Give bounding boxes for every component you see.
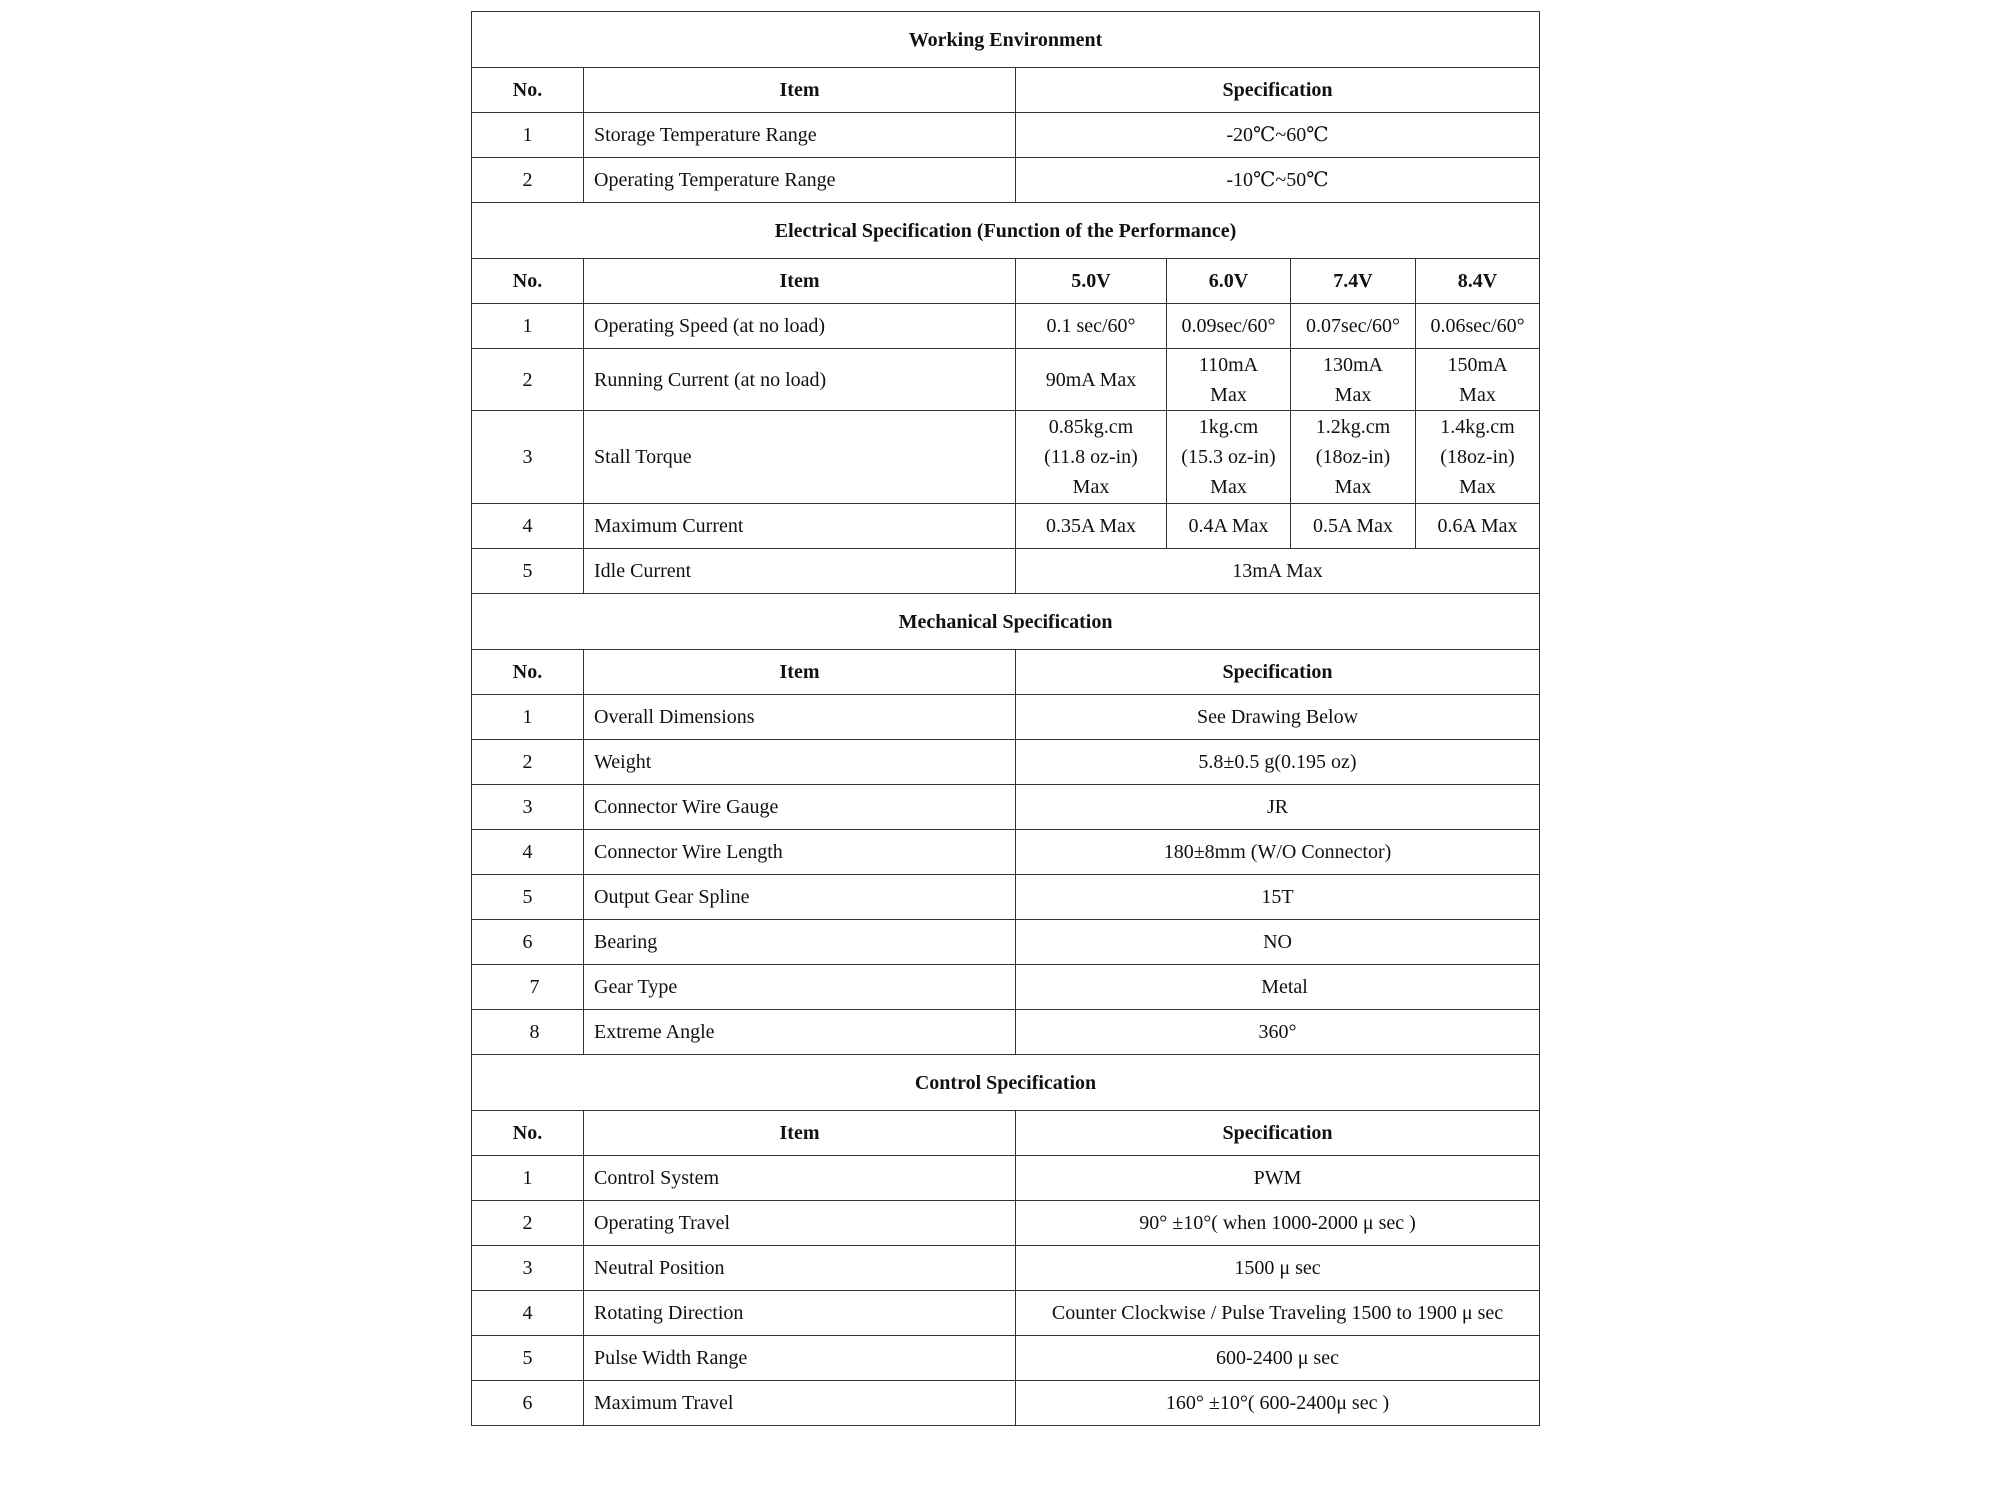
table-row <box>472 549 1540 594</box>
running-current-8-4v <box>1416 349 1540 411</box>
row-number: 1 <box>472 1156 584 1201</box>
row-spec: 600-2400 μ sec <box>1016 1336 1540 1381</box>
table-row <box>472 1381 1540 1426</box>
max-current-6v: 0.4A Max <box>1167 504 1291 549</box>
header-no: No. <box>472 650 584 695</box>
control-specification-title: Control Specification <box>472 1055 1540 1111</box>
section-title-row <box>472 12 1540 68</box>
header-item: Item <box>584 68 1016 113</box>
row-spec: PWM <box>1016 1156 1540 1201</box>
header-item: Item <box>584 650 1016 695</box>
max-current-5v: 0.35A Max <box>1016 504 1167 549</box>
row-spec: 180±8mm (W/O Connector) <box>1016 830 1540 875</box>
table-row <box>472 695 1540 740</box>
section-title-row <box>472 1055 1540 1111</box>
section-title-row <box>472 203 1540 259</box>
table-row <box>472 1156 1540 1201</box>
row-number: 1 <box>472 113 584 158</box>
row-item: Pulse Width Range <box>584 1336 1016 1381</box>
row-spec: NO <box>1016 920 1540 965</box>
table-row <box>472 349 1540 411</box>
row-spec: See Drawing Below <box>1016 695 1540 740</box>
table-row <box>472 1291 1540 1336</box>
row-item: Running Current (at no load) <box>584 349 1016 411</box>
row-number: 8 <box>472 1010 584 1055</box>
stall-torque-8-4v <box>1416 411 1540 504</box>
row-item: Extreme Angle <box>584 1010 1016 1055</box>
value-line: 110mA <box>1198 353 1259 376</box>
max-current-7-4v: 0.5A Max <box>1291 504 1416 549</box>
row-item: Maximum Travel <box>584 1381 1016 1426</box>
value-line: 1kg.cm <box>1198 416 1259 438</box>
value-line: 150mA <box>1447 353 1508 376</box>
table-row <box>472 920 1540 965</box>
speed-5v: 0.1 sec/60° <box>1016 304 1167 349</box>
row-number: 5 <box>472 549 584 594</box>
row-item: Overall Dimensions <box>584 695 1016 740</box>
value-line: Max <box>1072 476 1110 498</box>
row-spec: JR <box>1016 785 1540 830</box>
table-row <box>472 113 1540 158</box>
row-number: 5 <box>472 875 584 920</box>
value-line: Max <box>1334 383 1372 406</box>
row-number: 2 <box>472 740 584 785</box>
row-item: Storage Temperature Range <box>584 113 1016 158</box>
section-title-row <box>472 594 1540 650</box>
row-spec: 1500 μ sec <box>1016 1246 1540 1291</box>
row-spec: 160° ±10°( 600-2400μ sec ) <box>1016 1381 1540 1426</box>
header-no: No. <box>472 68 584 113</box>
header-item: Item <box>584 259 1016 304</box>
row-number: 3 <box>472 1246 584 1291</box>
row-number: 6 <box>472 1381 584 1426</box>
row-item: Connector Wire Length <box>584 830 1016 875</box>
value-line: (11.8 oz-in) <box>1044 446 1138 468</box>
table-row <box>472 1246 1540 1291</box>
row-number: 3 <box>472 411 584 504</box>
table-row <box>472 965 1540 1010</box>
row-item: Operating Travel <box>584 1201 1016 1246</box>
running-current-7-4v <box>1291 349 1416 411</box>
table-row <box>472 830 1540 875</box>
row-item: Operating Temperature Range <box>584 158 1016 203</box>
header-specification: Specification <box>1016 650 1540 695</box>
value-line: Max <box>1334 476 1372 498</box>
table-row <box>472 1336 1540 1381</box>
row-spec: -10℃~50℃ <box>1016 158 1540 203</box>
table-row <box>472 1201 1540 1246</box>
table-row <box>472 875 1540 920</box>
value-line: (18oz-in) <box>1440 446 1515 468</box>
header-row <box>472 1111 1540 1156</box>
row-spec: 360° <box>1016 1010 1540 1055</box>
row-spec: -20℃~60℃ <box>1016 113 1540 158</box>
stall-torque-7-4v <box>1291 411 1416 504</box>
table-row <box>472 158 1540 203</box>
header-specification: Specification <box>1016 68 1540 113</box>
row-number: 1 <box>472 695 584 740</box>
row-number: 6 <box>472 920 584 965</box>
table-row <box>472 304 1540 349</box>
row-spec: 5.8±0.5 g(0.195 oz) <box>1016 740 1540 785</box>
header-no: No. <box>472 259 584 304</box>
header-row <box>472 259 1540 304</box>
table-row <box>472 411 1540 504</box>
table-row <box>472 504 1540 549</box>
header-voltage-6v: 6.0V <box>1167 259 1291 304</box>
working-environment-title: Working Environment <box>472 12 1540 68</box>
running-current-6v <box>1167 349 1291 411</box>
header-voltage-5v: 5.0V <box>1016 259 1167 304</box>
header-voltage-7-4v: 7.4V <box>1291 259 1416 304</box>
header-specification: Specification <box>1016 1111 1540 1156</box>
table-row <box>472 785 1540 830</box>
row-number: 2 <box>472 1201 584 1246</box>
value-line: 1.4kg.cm <box>1440 416 1515 438</box>
header-row <box>472 650 1540 695</box>
stall-torque-5v <box>1016 411 1167 504</box>
row-spec: Metal <box>1016 965 1540 1010</box>
table-row <box>472 1010 1540 1055</box>
value-line: Max <box>1210 476 1247 498</box>
row-item: Idle Current <box>584 549 1016 594</box>
value-line: 1.2kg.cm <box>1315 416 1391 438</box>
value-line: 130mA <box>1323 353 1383 376</box>
value-line: Max <box>1210 383 1247 406</box>
row-number: 4 <box>472 830 584 875</box>
header-item: Item <box>584 1111 1016 1156</box>
servo-spec-table <box>471 11 1540 1426</box>
row-item: Gear Type <box>584 965 1016 1010</box>
idle-current-spec: 13mA Max <box>1016 549 1540 594</box>
row-item: Stall Torque <box>584 411 1016 504</box>
row-item: Weight <box>584 740 1016 785</box>
stall-torque-6v <box>1167 411 1291 504</box>
speed-8-4v: 0.06sec/60° <box>1416 304 1540 349</box>
row-spec: Counter Clockwise / Pulse Traveling 1500 to 1900 μ sec <box>1016 1291 1540 1336</box>
row-spec: 15T <box>1016 875 1540 920</box>
row-item: Bearing <box>584 920 1016 965</box>
row-number: 4 <box>472 1291 584 1336</box>
value-line: Max <box>1459 476 1496 498</box>
row-item: Neutral Position <box>584 1246 1016 1291</box>
row-item: Output Gear Spline <box>584 875 1016 920</box>
row-number: 2 <box>472 349 584 411</box>
row-spec: 90° ±10°( when 1000-2000 μ sec ) <box>1016 1201 1540 1246</box>
max-current-8-4v: 0.6A Max <box>1416 504 1540 549</box>
row-item: Rotating Direction <box>584 1291 1016 1336</box>
mechanical-specification-title: Mechanical Specification <box>472 594 1540 650</box>
speed-6v: 0.09sec/60° <box>1167 304 1291 349</box>
row-item: Maximum Current <box>584 504 1016 549</box>
row-number: 3 <box>472 785 584 830</box>
row-item: Operating Speed (at no load) <box>584 304 1016 349</box>
row-number: 1 <box>472 304 584 349</box>
value-line: (15.3 oz-in) <box>1181 446 1276 468</box>
table-row <box>472 740 1540 785</box>
speed-7-4v: 0.07sec/60° <box>1291 304 1416 349</box>
row-item: Control System <box>584 1156 1016 1201</box>
row-item: Connector Wire Gauge <box>584 785 1016 830</box>
header-no: No. <box>472 1111 584 1156</box>
electrical-specification-title: Electrical Specification (Function of the Performance) <box>472 203 1540 259</box>
header-row <box>472 68 1540 113</box>
row-number: 4 <box>472 504 584 549</box>
row-number: 5 <box>472 1336 584 1381</box>
running-current-5v: 90mA Max <box>1016 349 1167 411</box>
value-line: (18oz-in) <box>1315 446 1391 468</box>
value-line: Max <box>1459 383 1496 406</box>
value-line: 0.85kg.cm <box>1048 416 1134 438</box>
row-number: 7 <box>472 965 584 1010</box>
header-voltage-8-4v: 8.4V <box>1416 259 1540 304</box>
row-number: 2 <box>472 158 584 203</box>
